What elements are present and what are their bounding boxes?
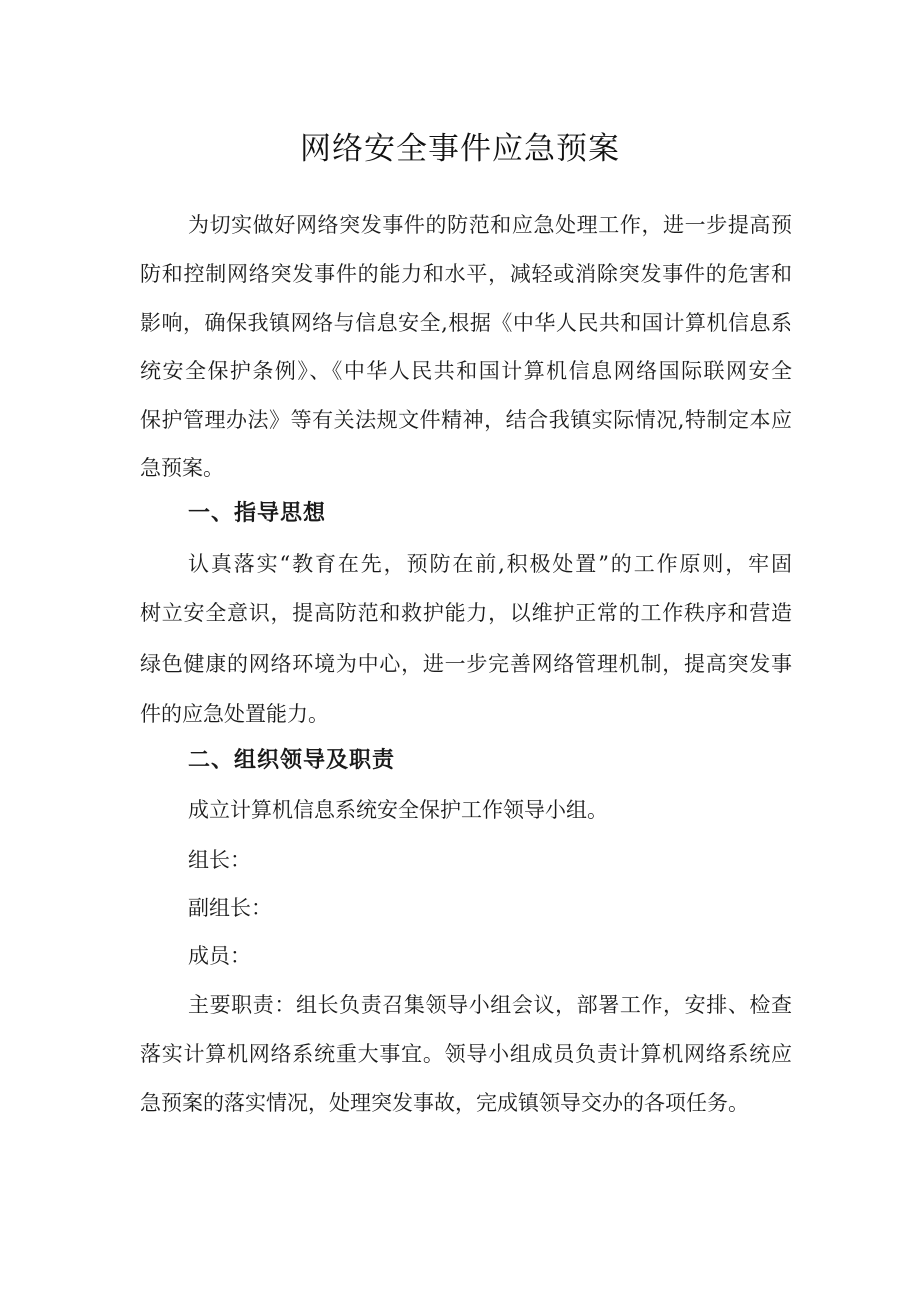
intro-line: 防和控制网络突发事件的能力和水平，减轻或消除突发事件的危害和: [140, 262, 792, 286]
leader-label: 组长：: [188, 848, 251, 872]
section-heading-guiding-ideology: 一、指导思想: [188, 501, 327, 526]
duty-line: 急预案的落实情况，处理突发事故，完成镇领导交办的各项任务。: [140, 1091, 749, 1115]
section1-line: 树立安全意识，提高防范和救护能力，以维护正常的工作秩序和营造: [140, 601, 792, 625]
section-heading-organization: 二、组织领导及职责: [188, 748, 396, 773]
section1-line: 件的应急处置能力。: [140, 702, 329, 726]
document-title: 网络安全事件应急预案: [300, 131, 620, 167]
duty-line: 主要职责：组长负责召集领导小组会议，部署工作，安排、检查: [188, 993, 792, 1017]
section1-line: 认真落实“教育在先，预防在前,积极处置”的工作原则，牢固: [188, 552, 792, 576]
deputy-leader-label: 副组长：: [188, 896, 272, 920]
intro-line: 为切实做好网络突发事件的防范和应急处理工作，进一步提高预: [188, 213, 792, 237]
leading-group-line: 成立计算机信息系统安全保护工作领导小组。: [188, 798, 608, 822]
intro-line: 保护管理办法》等有关法规文件精神，结合我镇实际情况,特制定本应: [140, 408, 792, 432]
intro-line: 急预案。: [140, 456, 224, 480]
duty-line: 落实计算机网络系统重大事宜。领导小组成员负责计算机网络系统应: [140, 1042, 792, 1066]
section1-line: 绿色健康的网络环境为中心，进一步完善网络管理机制，提高突发事: [140, 652, 792, 676]
intro-line: 影响，确保我镇网络与信息安全,根据《中华人民共和国计算机信息系: [140, 311, 792, 335]
members-label: 成员：: [188, 944, 251, 968]
intro-line: 统安全保护条例》、《中华人民共和国计算机信息网络国际联网安全: [140, 359, 792, 383]
